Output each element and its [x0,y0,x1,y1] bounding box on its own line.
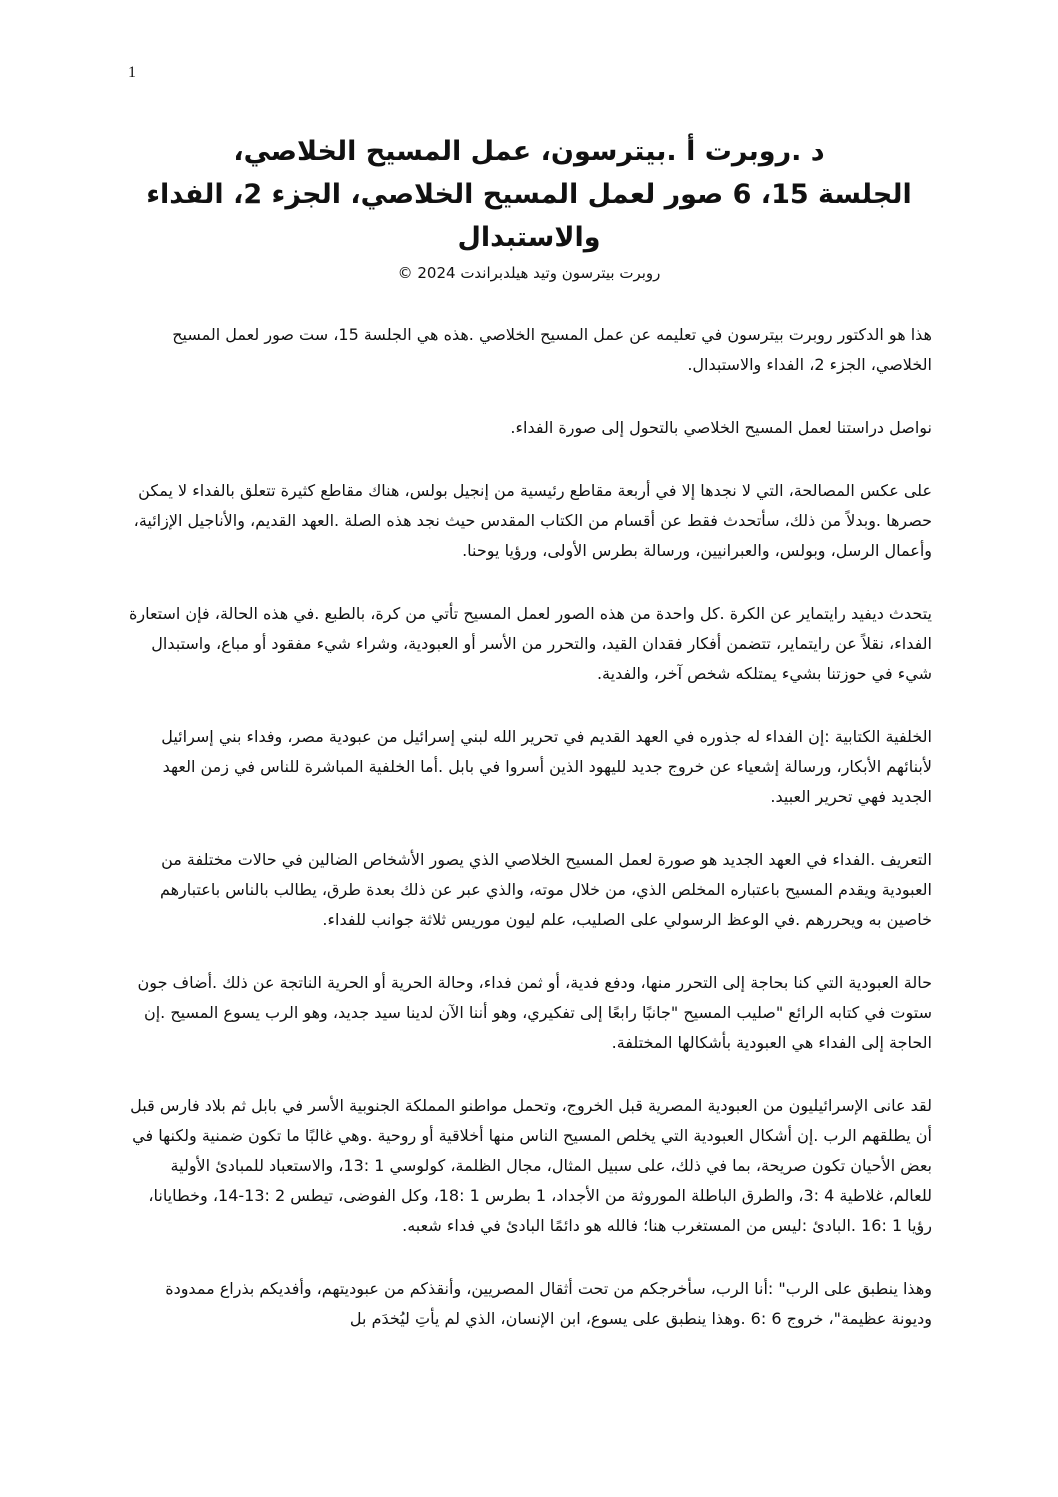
copyright-line: روبرت بيترسون وتيد هيلدبراندت 2024 © [397,264,661,282]
page-number: 1 [128,64,136,81]
paragraph-lord: وهذا ينطبق على الرب" :أنا الرب، سأخرجكم من تحت أثقال المصريين، وأنقذكم من عبوديتهم، وأفديكم بذراع ممدودة وديونة عظيمة"، خروج 6 :6 .وهذا ينطبق على يسوع، ابن الإنسان، الذي لم يأتِ ليُخدَم بل [165,1279,932,1328]
title-line-2: الجلسة 15، 6 صور لعمل المسيح الخلاصي، الجزء 2، الفداء [146,179,912,210]
paragraph-israelites: لقد عانى الإسرائيليون من العبودية المصرية قبل الخروج، وتحمل مواطنو المملكة الجنوبية الأسر في بابل ثم بلاد فارس قبل أن يطلقهم الرب .إن أشكال العبودية التي يخلص المسيح الناس منها أخلاقية أو روحية .وهي غالبًا ما تكون ضمنية ولكنها في بعض الأحيان تكون صريحة، بما في ذلك، على سبيل المثال، مجال الظلمة، كولوسي 1 :13، والاستعباد للمبادئ الأولية للعالم، غلاطية 4 :3، والطرق الباطلة الموروثة من الأجداد، 1 بطرس 1 :18، وكل الفوضى، تيطس 2 :13-14، وخطايانا، رؤيا 1 :16 .البادئ :ليس من المستغرب هنا؛ فالله هو دائمًا البادئ في فداء شعبه. [130,1096,932,1235]
paragraph-reitmayer: يتحدث ديفيد رايتماير عن الكرة .كل واحدة من هذه الصور لعمل المسيح تأتي من كرة، بالطبع .في هذه الحالة، فإن استعارة الفداء، نقلاً عن رايتماير، تتضمن أفكار فقدان القيد، والتحرر من الأسر أو العبودية، وشراء شيء مفقود أو مباع، واستبدال شيء في حوزتنا بشيء يمتلكه شخص آخر، والفدية. [128,604,932,683]
title-line-1: د .روبرت أ .بيترسون، عمل المسيح الخلاصي، [233,136,825,167]
paragraph-bondage: حالة العبودية التي كنا بحاجة إلى التحرر منها، ودفع فدية، أو ثمن فداء، وحالة الحرية أو الحرية الناتجة عن ذلك .أضاف جون ستوت في كتابه الرائع "صليب المسيح "جانبًا رابعًا إلى تفكيري، وهو أننا الآن لدينا سيد جديد، وهو الرب يسوع المسيح .إن الحاجة إلى الفداء هي العبودية بأشكالها المختلفة. [137,973,932,1052]
paragraph-definition: التعريف .الفداء في العهد الجديد هو صورة لعمل المسيح الخلاصي الذي يصور الأشخاص الضالين في حالات مختلفة من العبودية ويقدم المسيح باعتباره المخلص الذي، من خلال موته، والذي عبر عن ذلك بعدة طرق، يطالب بالناس باعتبارهم خاصين به ويحررهم .في الوعظ الرسولي على الصليب، علم ليون موريس ثلاثة جوانب للفداء. [159,850,932,929]
paragraph-intro: هذا هو الدكتور روبرت بيترسون في تعليمه عن عمل المسيح الخلاصي .هذه هي الجلسة 15، ست صور لعمل المسيح الخلاصي، الجزء 2، الفداء والاستبدال. [172,325,932,374]
paragraph-reconciliation: على عكس المصالحة، التي لا نجدها إلا في أربعة مقاطع رئيسية من إنجيل بولس، هناك مقاطع كثيرة تتعلق بالفداء لا يمكن حصرها .وبدلاً من ذلك، سأتحدث فقط عن أقسام من الكتاب المقدس حيث نجد هذه الصلة .العهد القديم، والأناجيل الإزائية، وأعمال الرسل، وبولس، والعبرانيين، ورسالة بطرس الأولى، ورؤيا يوحنا. [133,481,932,560]
title-line-3: والاستبدال [457,222,601,253]
document-body [128,320,932,1367]
paragraph-continue: نواصل دراستنا لعمل المسيح الخلاصي بالتحول إلى صورة الفداء. [510,418,932,437]
paragraph-background: الخلفية الكتابية :إن الفداء له جذوره في العهد القديم في تحرير الله لبني إسرائيل من عبودية مصر، وفداء بني إسرائيل لأبنائهم الأبكار، ورسالة إشعياء عن خروج جديد لليهود الذين أسروا في بابل .أما الخلفية المباشرة للناس في زمن العهد الجديد فهي تحرير العبيد. [161,727,932,806]
title-block [130,130,928,285]
